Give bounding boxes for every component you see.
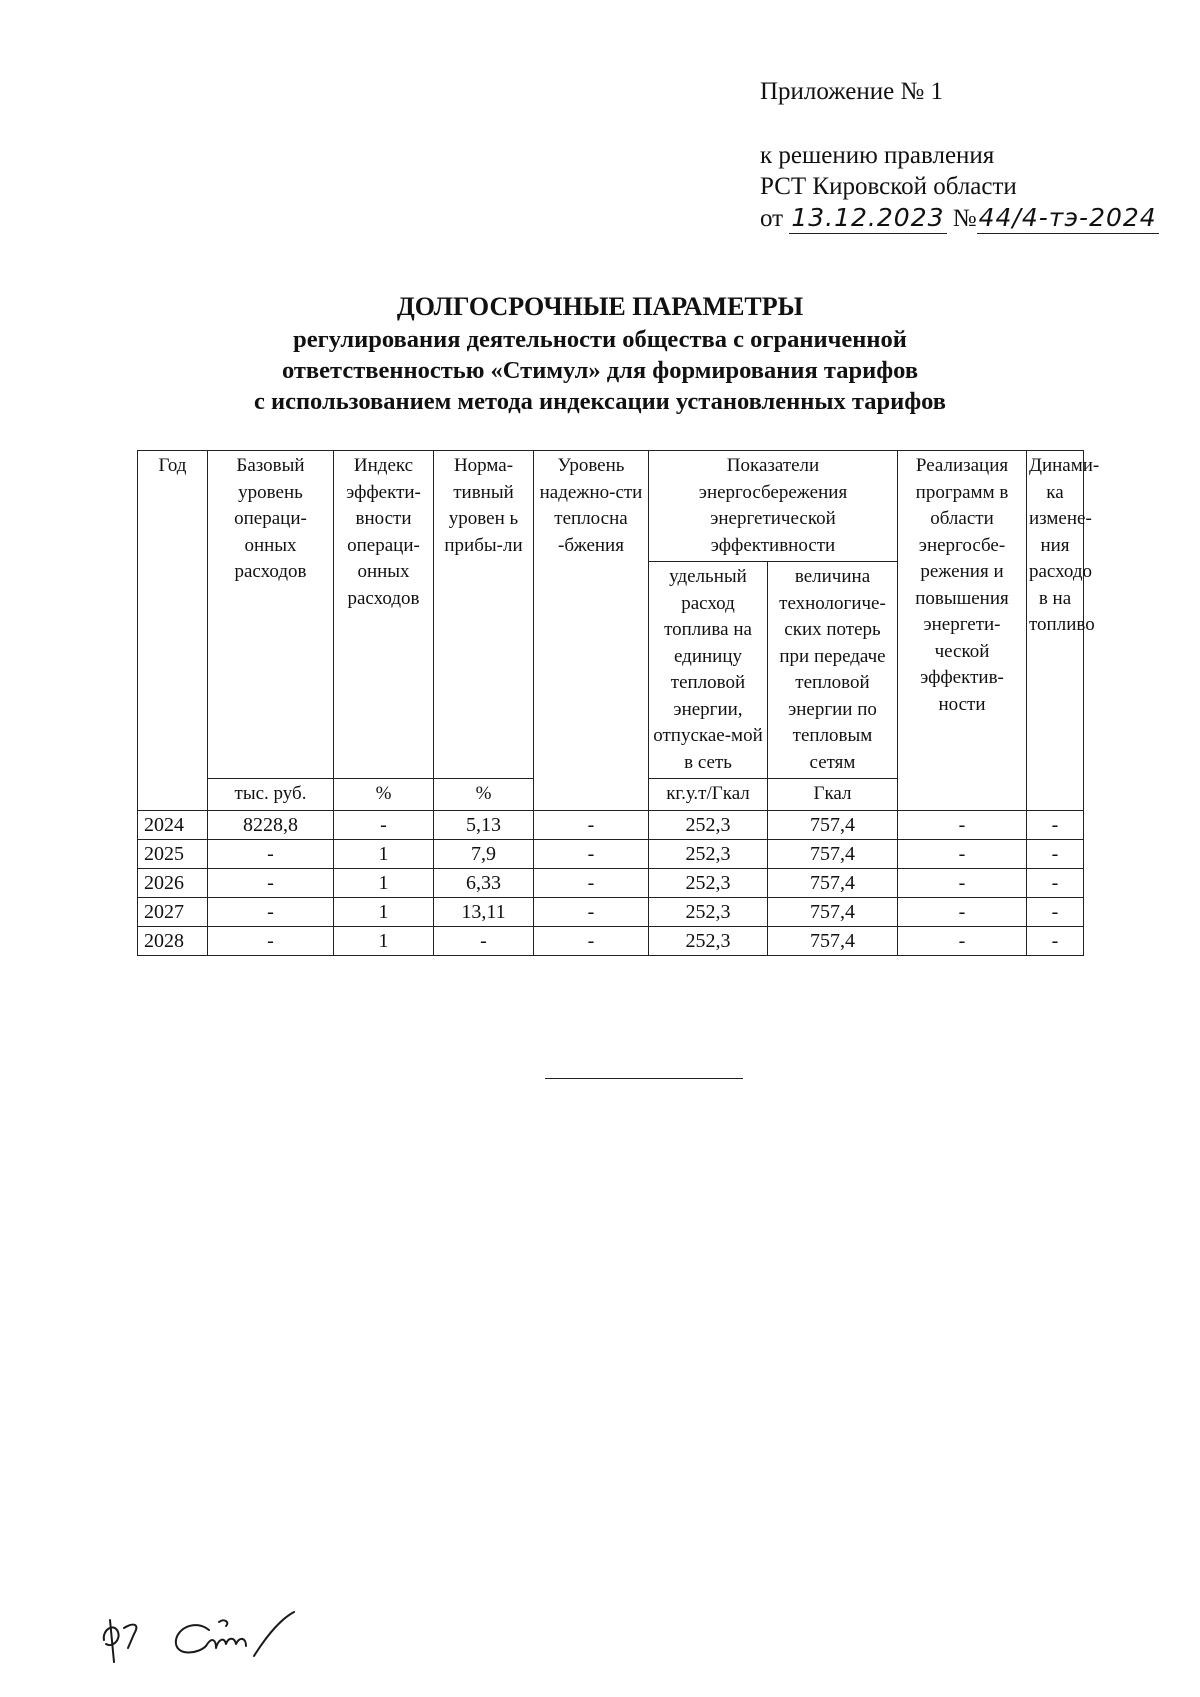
table-row — [138, 868, 1084, 897]
cell-opex-index: - — [334, 810, 434, 839]
decision-reference — [760, 140, 1159, 234]
cell-programs: - — [898, 810, 1027, 839]
unit-opex-index: % — [334, 779, 434, 811]
cell-losses: 757,4 — [768, 868, 898, 897]
cell-reliability: - — [534, 868, 649, 897]
decision-line-2: РСТ Кировской области — [760, 173, 1017, 200]
table-body — [138, 810, 1084, 955]
from-label: от — [760, 205, 784, 232]
header-year: Год — [138, 451, 208, 779]
cell-year: 2027 — [138, 897, 208, 926]
heading-line-1: регулирования деятельности общества с ограниченной — [293, 326, 907, 353]
table-row — [138, 897, 1084, 926]
unit-base-opex: тыс. руб. — [208, 779, 334, 811]
header-fuel-dynamics: Динами-ка измене-ния расходо в на топливо — [1027, 451, 1084, 811]
heading-title: ДОЛГОСРОЧНЫЕ ПАРАМЕТРЫ — [396, 292, 804, 321]
cell-base-opex: - — [208, 897, 334, 926]
cell-profit: 5,13 — [434, 810, 534, 839]
cell-base-opex: - — [208, 926, 334, 955]
cell-reliability: - — [534, 810, 649, 839]
closing-divider — [545, 1078, 743, 1079]
appendix-title: Приложение № 1 — [760, 78, 944, 105]
cell-fuel-rate: 252,3 — [649, 868, 768, 897]
cell-profit: - — [434, 926, 534, 955]
header-losses: величина технологиче-ских потерь при передаче тепловой энергии по тепловым сетям — [768, 562, 898, 779]
cell-year: 2025 — [138, 839, 208, 868]
cell-year: 2024 — [138, 810, 208, 839]
header-energy-group: Показатели энергосбережения энергетической эффективности — [649, 451, 898, 562]
table-row — [138, 839, 1084, 868]
cell-profit: 6,33 — [434, 868, 534, 897]
cell-programs: - — [898, 926, 1027, 955]
cell-profit: 7,9 — [434, 839, 534, 868]
number-label: № — [952, 205, 977, 232]
decision-date: 13.12.2023 — [791, 203, 945, 232]
cell-losses: 757,4 — [768, 897, 898, 926]
document-heading — [0, 290, 1200, 417]
heading-line-3: с использованием метода индексации установленных тарифов — [253, 388, 947, 415]
cell-losses: 757,4 — [768, 839, 898, 868]
unit-fuel-rate: кг.у.т/Гкал — [649, 779, 768, 811]
header-programs: Реализация программ в области энергосбе-режения и повышения энергети-ческой эффектив-ности — [898, 451, 1027, 811]
cell-profit: 13,11 — [434, 897, 534, 926]
handwritten-signature — [94, 1600, 324, 1670]
cell-year: 2028 — [138, 926, 208, 955]
parameters-table — [137, 450, 1100, 956]
cell-losses: 757,4 — [768, 926, 898, 955]
cell-reliability: - — [534, 839, 649, 868]
cell-fuel-dynamics: - — [1027, 897, 1084, 926]
decision-date-number — [760, 202, 1159, 234]
cell-reliability: - — [534, 926, 649, 955]
unit-year — [138, 779, 208, 811]
cell-reliability: - — [534, 897, 649, 926]
header-row-1 — [138, 451, 1084, 562]
cell-fuel-rate: 252,3 — [649, 810, 768, 839]
decision-number: 44/4-тэ-2024 — [978, 203, 1157, 232]
cell-programs: - — [898, 868, 1027, 897]
unit-profit: % — [434, 779, 534, 811]
cell-year: 2026 — [138, 868, 208, 897]
table-row — [138, 926, 1084, 955]
header-opex-index: Индекс эффекти-вности операци-онных расходов — [334, 451, 434, 779]
cell-base-opex: - — [208, 868, 334, 897]
header-reliability: Уровень надежно-сти теплосна -бжения — [534, 451, 649, 811]
unit-losses: Гкал — [768, 779, 898, 811]
cell-losses: 757,4 — [768, 810, 898, 839]
header-profit: Норма-тивный уровен ь прибы-ли — [434, 451, 534, 779]
decision-line-1: к решению правления — [760, 142, 995, 169]
cell-fuel-rate: 252,3 — [649, 897, 768, 926]
cell-programs: - — [898, 839, 1027, 868]
cell-base-opex: - — [208, 839, 334, 868]
cell-fuel-dynamics: - — [1027, 839, 1084, 868]
heading-line-2: ответственностью «Стимул» для формирования тарифов — [281, 357, 919, 384]
cell-opex-index: 1 — [334, 868, 434, 897]
cell-opex-index: 1 — [334, 839, 434, 868]
cell-fuel-dynamics: - — [1027, 810, 1084, 839]
header-base-opex: Базовый уровень операци-онных расходов — [208, 451, 334, 779]
cell-programs: - — [898, 897, 1027, 926]
cell-fuel-dynamics: - — [1027, 926, 1084, 955]
header-fuel-rate: удельный расход топлива на единицу тепловой энергии, отпускае-мой в сеть — [649, 562, 768, 779]
cell-opex-index: 1 — [334, 926, 434, 955]
cell-base-opex: 8228,8 — [208, 810, 334, 839]
cell-fuel-dynamics: - — [1027, 868, 1084, 897]
cell-fuel-rate: 252,3 — [649, 839, 768, 868]
table-row — [138, 810, 1084, 839]
cell-opex-index: 1 — [334, 897, 434, 926]
cell-fuel-rate: 252,3 — [649, 926, 768, 955]
